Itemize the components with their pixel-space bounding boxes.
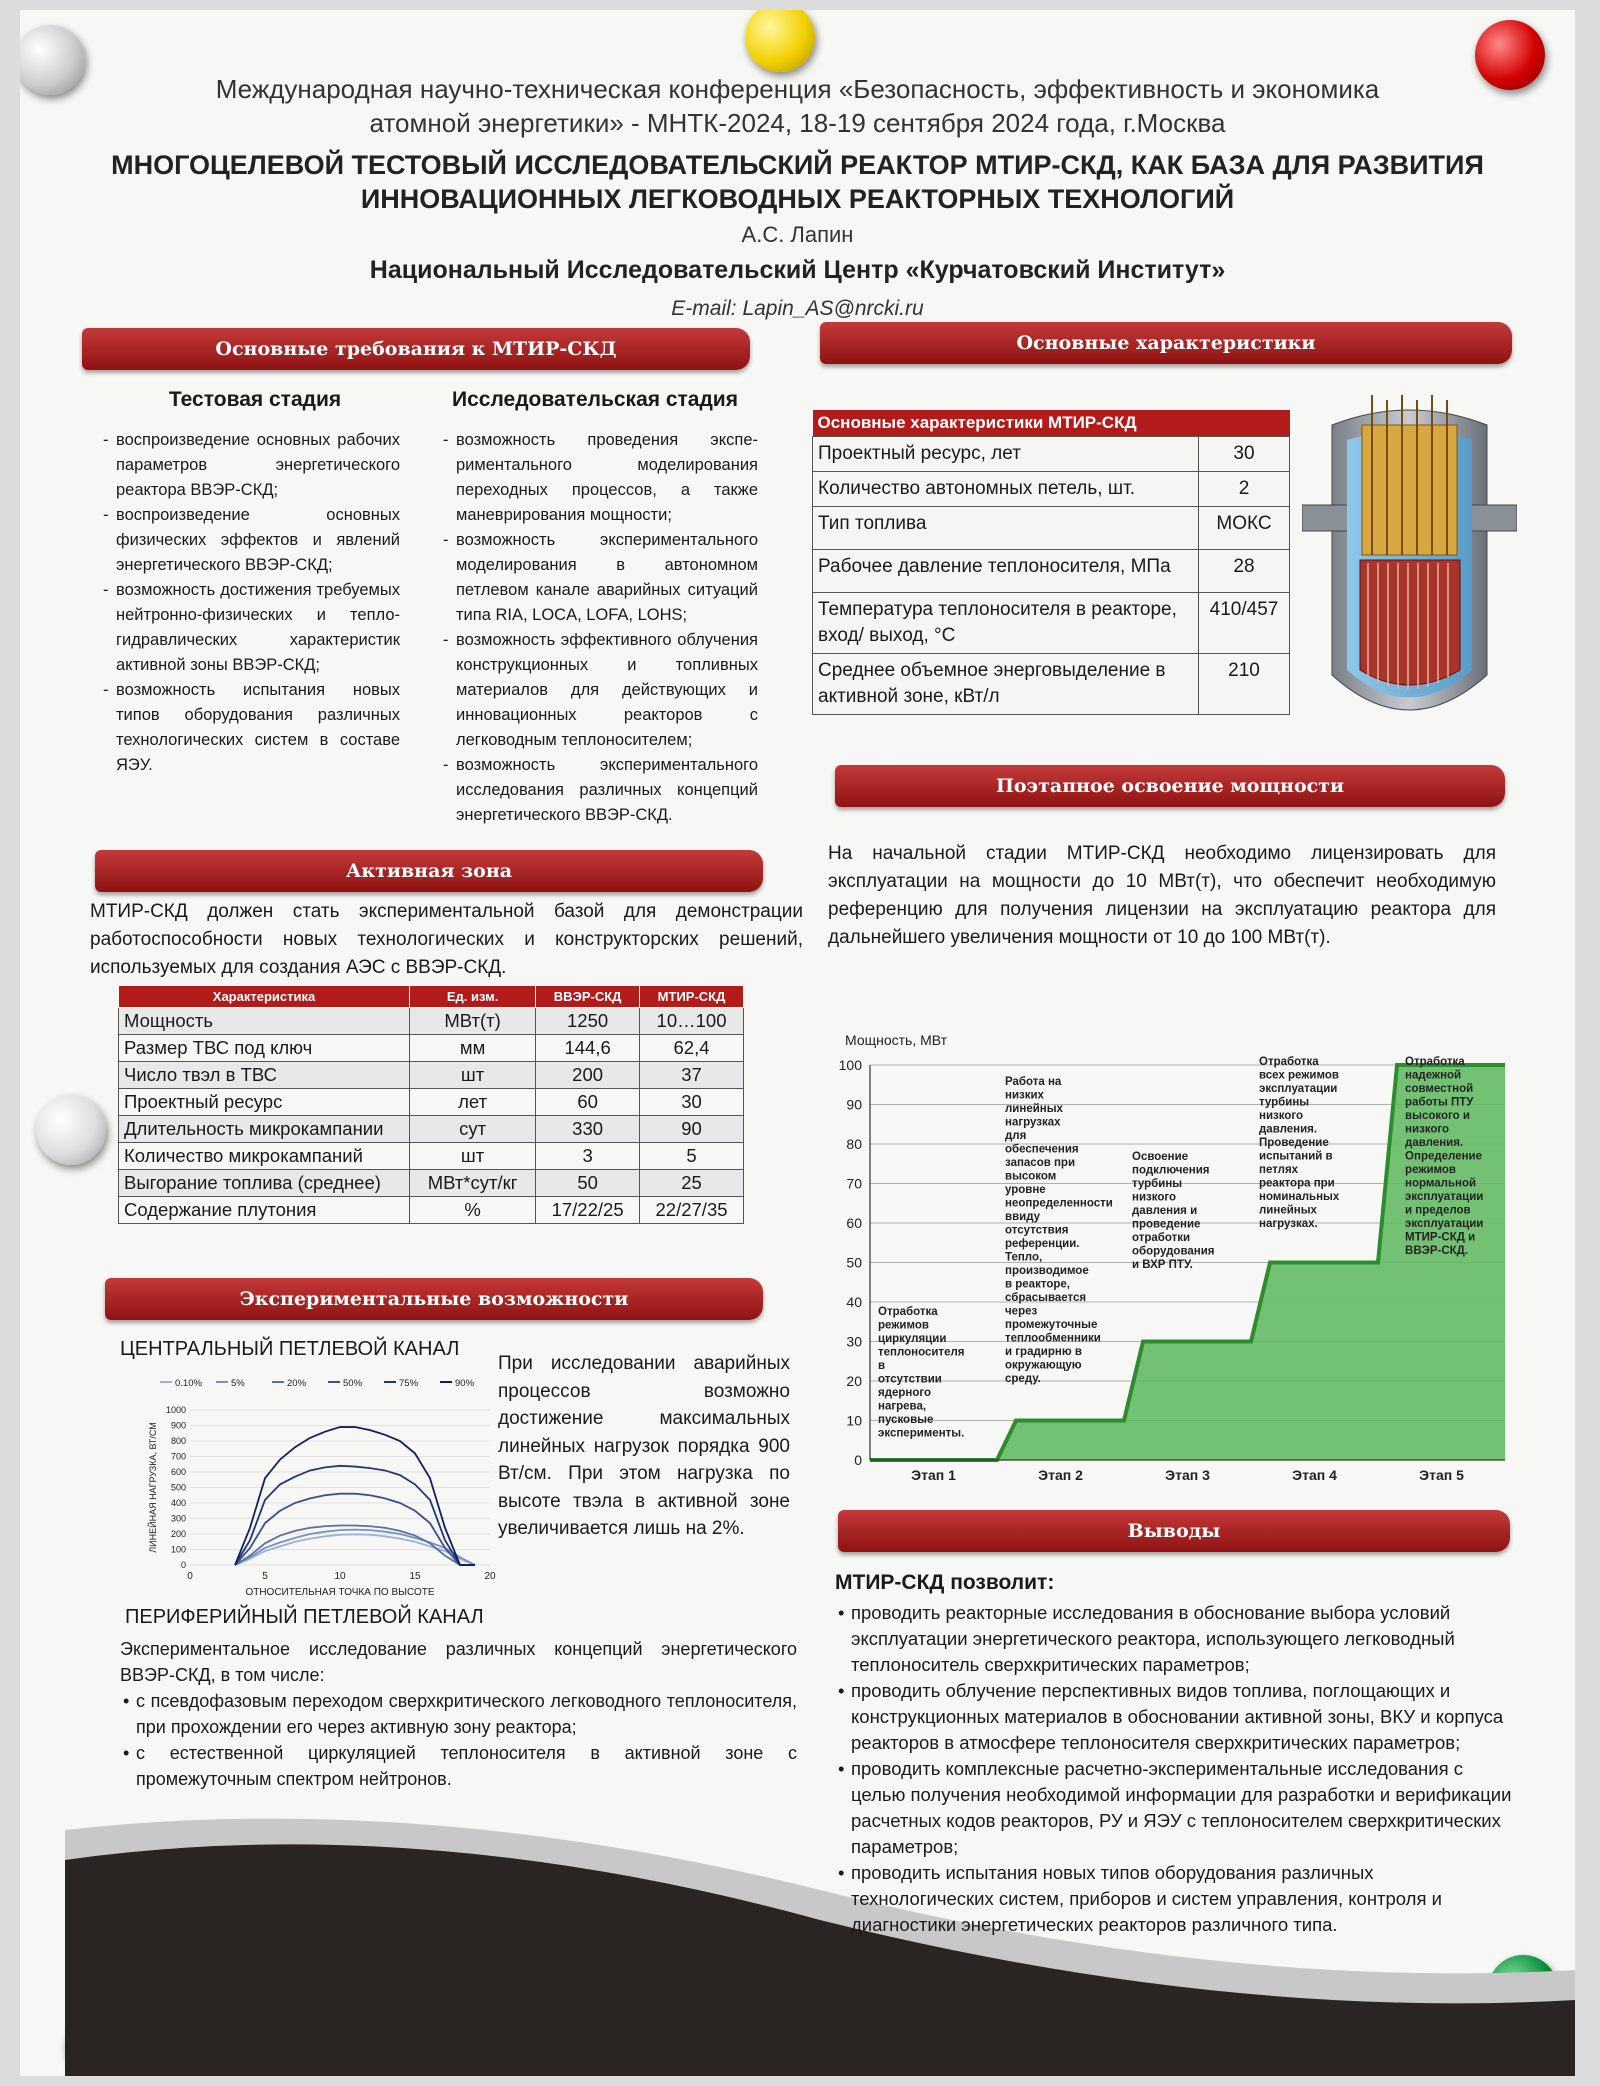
stage-annotation-4: Отработка всех режимов эксплуатации турбины низкого давления. Проведение испытаний в петлях реактора при номинальных линейных нагрузках. [1259,1056,1340,1230]
table-row [119,1035,744,1062]
table-cell: Количество микрокампаний [119,1143,410,1170]
x-tick-label: 15 [409,1571,421,1582]
table-cell: Содержание плутония [119,1197,410,1224]
title-line-1: МНОГОЦЕЛЕВОЙ ТЕСТОВЫЙ ИССЛЕДОВАТЕЛЬСКИЙ РЕАКТОР МТИР-СКД, КАК БАЗА ДЛЯ РАЗВИТИЯ [111,150,1484,180]
characteristics-table-title: Основные характеристики МТИР-СКД [813,410,1290,437]
list-item: • с естественной циркуляцией теплоносителя в активной зоне с промежуточным спектром нейтронов. [136,1740,797,1792]
table-cell: Рабочее давление теплоносителя, МПа [813,550,1199,593]
x-tick-label: Этап 1 [911,1467,956,1483]
y-tick-label: 100 [838,1057,862,1073]
table-row [119,1170,744,1197]
table-row [813,437,1290,472]
conclusions-lead: МТИР-СКД позволит: [835,1571,1055,1594]
table-cell: сут [410,1116,536,1143]
table-cell: МВт(т) [410,1008,536,1035]
table-row [813,654,1290,715]
table-cell: Количество автономных петель, шт. [813,472,1199,507]
x-tick-label: 0 [187,1571,193,1582]
y-tick-label: 700 [170,1451,186,1462]
legend-label: 90% [455,1378,475,1389]
y-tick-label: 800 [170,1436,186,1446]
research-stage-title: Исследовательская стадия [452,388,738,411]
list-item: - возможность достижения требуемых нейтронно-физических и тепло-гидравлических характеристик активной зоны ВВЭР-СКД; [116,578,400,678]
list-item: • с псевдофазовым переходом сверхкритического легководного теплоносителя, при прохождении его через активную зону реактора; [136,1688,797,1740]
list-item: - возможность проведения экспе-риментального моделирования переходных процессов, а также маневрирования мощности; [456,428,758,528]
table-cell: Проектный ресурс [119,1089,410,1116]
author: А.С. Лапин [741,222,854,247]
list-item: - воспроизведение основных рабочих параметров энергетического реактора ВВЭР-СКД; [116,428,400,503]
x-tick-label: Этап 2 [1038,1467,1083,1483]
y-tick-label: 200 [170,1529,186,1539]
table-cell: лет [410,1089,536,1116]
poster-title [20,148,1575,216]
list-item: • проводить испытания новых типов оборудования различных технологических систем, приборов и систем управления, контроля и диагностики энергетических реакторов различного типа. [851,1860,1520,1938]
list-item: - возможность экспериментального моделирования в автономном петлевом канале аварийных ситуаций типа RIA, LOCA, LOFA, LOHS; [456,528,758,628]
table-cell: 17/22/25 [536,1197,640,1224]
y-tick-label: 90 [846,1096,862,1113]
y-tick-label: 80 [846,1136,862,1152]
legend-label: 5% [231,1378,245,1389]
core-table [118,985,744,1224]
x-tick-label: 20 [484,1571,496,1582]
experimental-banner: Экспериментальные возможности [105,1278,763,1320]
table-cell: Размер ТВС под ключ [119,1035,410,1062]
table-row [119,1197,744,1224]
x-tick-label: Этап 3 [1165,1467,1210,1483]
table-cell: 144,6 [536,1035,640,1062]
stage-annotation-2: Работа на низких линейных нагрузках для обеспечения запасов при высоком уровне неопределенности ввиду отсутствия референции. Тепло, производимое в реакторе, сбрасывается через промежуточные теплообменники и градирню в окружающую среду. [1005,1076,1113,1385]
table-cell: 28 [1199,550,1290,593]
power-banner: Поэтапное освоение мощности [835,765,1505,807]
column-header: МТИР-СКД [640,986,744,1008]
table-cell: 60 [536,1089,640,1116]
table-cell: шт [410,1062,536,1089]
list-item: - воспроизведение основных физических эффектов и явлений энергетического ВВЭР-СКД; [116,503,400,578]
test-stage-title: Тестовая стадия [168,388,342,411]
table-row [119,1116,744,1143]
peripheral-channel-title: ПЕРИФЕРИЙНЫЙ ПЕТЛЕВОЙ КАНАЛ [125,1606,484,1628]
legend-label: 75% [399,1378,419,1389]
table-cell: Длительность микрокампании [119,1116,410,1143]
column-header: ВВЭР-СКД [536,986,640,1008]
column-header: Ед. изм. [410,986,536,1008]
table-cell: 90 [640,1116,744,1143]
requirements-banner: Основные требования к МТИР-СКД [82,328,750,370]
characteristics-banner: Основные характеристики [820,322,1512,364]
peripheral-channel-block [120,1636,797,1792]
characteristics-table [812,410,1290,715]
y-tick-label: 0 [180,1560,186,1570]
table-row [119,1062,744,1089]
column-header: Характеристика [119,986,410,1008]
reactor-illustration [1302,395,1517,745]
linear-load-chart [120,1370,500,1610]
list-item: - возможность эффективного облучения конструкционных и топливных материалов для действующих и инновационных реакторов с легководным теплоносителем; [456,628,758,753]
y-tick-label: 500 [170,1482,186,1493]
stage-annotation-3: Освоение подключения турбины низкого давления и проведение отработки оборудования и ВХР ПТУ. [1132,1151,1215,1271]
conference-title [20,72,1575,140]
table-cell: Выгорание топлива (среднее) [119,1170,410,1197]
table-row [119,1089,744,1116]
table-cell: Число твэл в ТВС [119,1062,410,1089]
table-cell: 210 [1199,654,1290,715]
table-cell: Среднее объемное энерговыделение в активной зоне, кВт/л [813,654,1199,715]
table-cell: МВт*сут/кг [410,1170,536,1197]
legend-label: 20% [287,1378,307,1389]
table-cell: 5 [640,1143,744,1170]
table-row [119,1008,744,1035]
y-tick-label: 50 [846,1254,862,1271]
x-tick-label: 10 [334,1571,346,1582]
table-row [119,1143,744,1170]
y-tick-label: 10 [846,1412,862,1429]
list-item: - возможность экспериментального исследования различных концепций энергетического ВВЭР-СКД. [456,753,758,828]
conference-line-1: Международная научно-техническая конференция «Безопасность, эффективность и экономика [215,74,1380,104]
y-axis-label: Мощность, МВт [845,1032,948,1048]
legend-label: 0.10% [175,1378,202,1389]
table-cell: шт [410,1143,536,1170]
test-stage-list [100,428,400,778]
email: E-mail: Lapin_AS@nrcki.ru [671,297,924,320]
y-tick-label: 900 [170,1420,186,1431]
core-banner: Активная зона [95,850,763,892]
table-cell: 2 [1199,472,1290,507]
peripheral-channel-text: Экспериментальное исследование различных концепций энергетического ВВЭР-СКД, в том числе: [120,1639,797,1685]
table-row [813,550,1290,593]
table-cell: 410/457 [1199,593,1290,654]
table-cell: 30 [640,1089,744,1116]
table-cell: Проектный ресурс, лет [813,437,1199,472]
stage-annotation-1: Отработка режимов циркуляции теплоносителя в отсутствии ядерного нагрева, пусковые эксперименты. [878,1306,965,1440]
y-tick-label: 30 [846,1333,862,1350]
x-tick-label: Этап 5 [1419,1467,1464,1483]
list-item: • проводить комплексные расчетно-экспериментальные исследования с целью получения необходимой информации для разработки и верификации расчетных кодов реакторов, РУ и ЯЭУ с теплоносителем сверхкритических параметров; [851,1756,1520,1860]
y-tick-label: 400 [170,1498,186,1508]
y-tick-label: 60 [846,1215,862,1231]
white-magnet-left [36,1095,106,1165]
table-cell: 3 [536,1143,640,1170]
y-tick-label: 20 [846,1373,862,1389]
central-channel-text: При исследовании аварийных процессов возможно достижение максимальных линейных нагрузок порядка 900 Вт/см. При этом нагрузка по высоте твэла в активной зоне увеличивается лишь на 2%. [498,1353,790,1539]
table-cell: 25 [640,1170,744,1197]
y-tick-label: 0 [854,1452,862,1468]
table-cell: 200 [536,1062,640,1089]
table-cell: мм [410,1035,536,1062]
table-cell: Мощность [119,1008,410,1035]
table-cell: Температура теплоносителя в реакторе, вход/ выход, °С [813,593,1199,654]
x-axis-label: ОТНОСИТЕЛЬНАЯ ТОЧКА ПО ВЫСОТЕ [245,1587,435,1598]
table-header-row [119,986,744,1008]
research-stage-list [440,428,758,828]
x-tick-label: Этап 4 [1292,1467,1337,1483]
table-cell: 22/27/35 [640,1197,744,1224]
table-row [813,507,1290,550]
table-cell: 62,4 [640,1035,744,1062]
table-cell: 30 [1199,437,1290,472]
y-tick-label: 40 [846,1294,862,1310]
title-line-2: ИННОВАЦИОННЫХ ЛЕГКОВОДНЫХ РЕАКТОРНЫХ ТЕХНОЛОГИЙ [360,184,1235,214]
series-line-6 [235,1427,475,1565]
y-tick-label: 600 [170,1467,186,1477]
table-row [813,472,1290,507]
table-row [813,593,1290,654]
institute: Национальный Исследовательский Центр «Курчатовский Институт» [369,256,1226,284]
legend-label: 50% [343,1378,363,1389]
table-cell: 50 [536,1170,640,1197]
table-cell: 10…100 [640,1008,744,1035]
y-tick-label: 100 [170,1544,186,1555]
table-cell: % [410,1197,536,1224]
x-tick-label: 5 [262,1571,268,1582]
poster [20,10,1575,2076]
y-axis-label: ЛИНЕЙНАЯ НАГРУЗКА, ВТ/СМ [148,1422,158,1553]
table-cell: 37 [640,1062,744,1089]
y-tick-label: 70 [846,1175,862,1192]
table-cell: МОКС [1199,507,1290,550]
yellow-magnet-top [745,10,815,72]
central-channel-title: ЦЕНТРАЛЬНЫЙ ПЕТЛЕВОЙ КАНАЛ [120,1338,460,1360]
y-tick-label: 1000 [165,1405,186,1415]
power-chart [815,1025,1515,1485]
core-text: МТИР-СКД должен стать экспериментальной базой для демонстрации работоспособности новых технологических и конструкторских решений, используемых для создания АЭС с ВВЭР-СКД. [90,901,803,978]
list-item: - возможность испытания новых типов оборудования различных технологических систем в составе ЯЭУ. [116,678,400,778]
y-tick-label: 300 [170,1513,186,1524]
table-cell: 1250 [536,1008,640,1035]
conference-line-2: атомной энергетики» - МНТК-2024, 18-19 сентября 2024 года, г.Москва [369,108,1226,138]
conclusions-banner: Выводы [838,1510,1510,1552]
table-cell: 330 [536,1116,640,1143]
list-item: • проводить реакторные исследования в обоснование выбора условий эксплуатации энергетического реактора, использующего легководный теплоноситель сверхкритических параметров; [851,1600,1520,1678]
power-text: На начальной стадии МТИР-СКД необходимо лицензировать для эксплуатации на мощности до 10 МВт(т), что обеспечит необходимую референцию для получения лицензии на эксплуатацию реактора для дальнейшего увеличения мощности от 10 до 100 МВт(т). [828,843,1496,948]
conclusions-block [835,1570,1520,1938]
table-cell: Тип топлива [813,507,1199,550]
stage-annotation-5: Отработка надежной совместной работы ПТУ высокого и низкого давления. Определение режимов нормальной эксплуатации и пределов эксплуатации МТИР-СКД и ВВЭР-СКД. [1405,1056,1484,1257]
list-item: • проводить облучение перспективных видов топлива, поглощающих и конструкционных материалов в обосновании активной зоны, ВКУ и корпуса реакторов в атмосфере теплоносителя сверхкритических параметров; [851,1678,1520,1756]
